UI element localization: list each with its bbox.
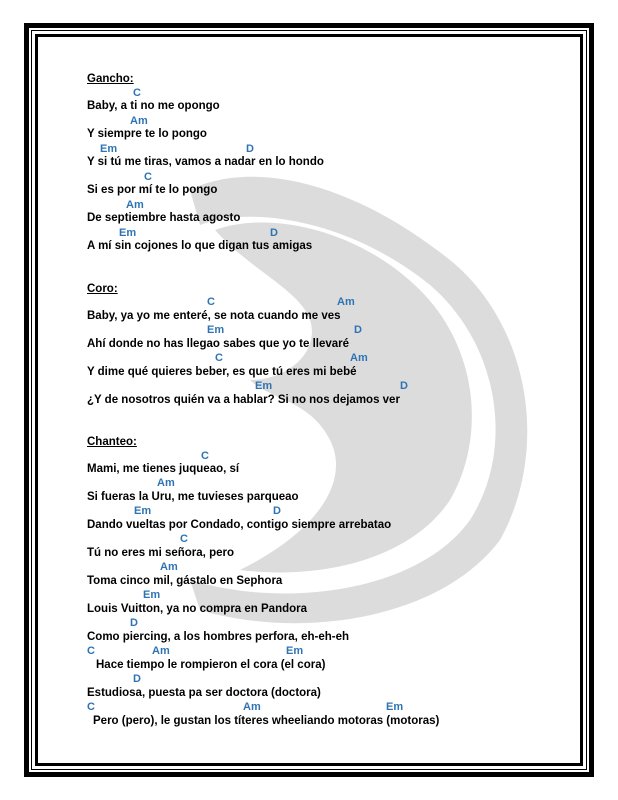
chord: Am	[152, 645, 170, 657]
lyric-line: De septiembre hasta agosto	[87, 212, 241, 224]
chord: Am	[130, 115, 148, 127]
section-heading-gancho: Gancho:	[87, 73, 134, 85]
chord: D	[246, 143, 254, 155]
chord: D	[130, 617, 138, 629]
chord: Am	[243, 701, 261, 713]
lyric-line: Y si tú me tiras, vamos a nadar en lo hondo	[87, 156, 324, 168]
chord: C	[87, 701, 95, 713]
chord: Am	[337, 296, 355, 308]
chord: D	[400, 380, 408, 392]
chord: C	[180, 533, 188, 545]
lyric-line: Estudiosa, puesta pa ser doctora (doctora)	[87, 687, 321, 699]
chord: Am	[160, 561, 178, 573]
lyric-line: Toma cinco mil, gástalo en Sephora	[87, 575, 283, 587]
chord: C	[144, 171, 152, 183]
lyric-line: Baby, ya yo me enteré, se nota cuando me ves	[87, 310, 341, 322]
chord: Em	[119, 227, 137, 239]
lyric-line: Si fueras la Uru, me tuvieses parqueao	[87, 491, 299, 503]
chord: Em	[100, 143, 118, 155]
chord: D	[354, 324, 362, 336]
chord: C	[87, 645, 95, 657]
lyric-line: Dando vueltas por Condado, contigo siempre arrebatao	[87, 519, 392, 531]
chord: Em	[255, 380, 273, 392]
chord: C	[133, 87, 141, 99]
lyric-line: Y siempre te lo pongo	[87, 128, 207, 140]
lyric-line: Si es por mí te lo pongo	[87, 184, 218, 196]
lyric-line: A mí sin cojones lo que digan tus amigas	[87, 240, 313, 252]
section-heading-coro: Coro:	[87, 283, 118, 295]
section-heading-chanteo: Chanteo:	[87, 436, 137, 448]
lyric-line: Hace tiempo le rompieron el cora (el cora)	[96, 659, 326, 671]
chord: Am	[157, 477, 175, 489]
chord: Em	[386, 701, 404, 713]
chord: Em	[207, 324, 225, 336]
chord: Am	[350, 352, 368, 364]
lyric-line: Como piercing, a los hombres perfora, eh-eh-eh	[87, 631, 349, 643]
chord: D	[273, 505, 281, 517]
lyric-line: Pero (pero), le gustan los títeres wheeliando motoras (motoras)	[93, 715, 440, 727]
lyric-line: Ahí donde no has llegao sabes que yo te llevaré	[87, 338, 350, 350]
chord: C	[207, 296, 215, 308]
lyric-line: Mami, me tienes juqueao, sí	[87, 463, 240, 475]
lyric-line: ¿Y de nosotros quién va a hablar? Si no nos dejamos ver	[87, 394, 400, 406]
chord: C	[201, 450, 209, 462]
chord: C	[215, 352, 223, 364]
chord: Em	[134, 505, 152, 517]
lyric-line: Baby, a ti no me opongo	[87, 100, 220, 112]
chord: Em	[143, 589, 161, 601]
lyric-line: Y dime qué quieres beber, es que tú eres mi bebé	[87, 366, 357, 378]
chord: Em	[286, 645, 304, 657]
chord: D	[133, 673, 141, 685]
lyric-line: Tú no eres mi señora, pero	[87, 547, 234, 559]
chord: D	[270, 227, 278, 239]
chord: Am	[126, 199, 144, 211]
lyric-line: Louis Vuitton, ya no compra en Pandora	[87, 603, 308, 615]
